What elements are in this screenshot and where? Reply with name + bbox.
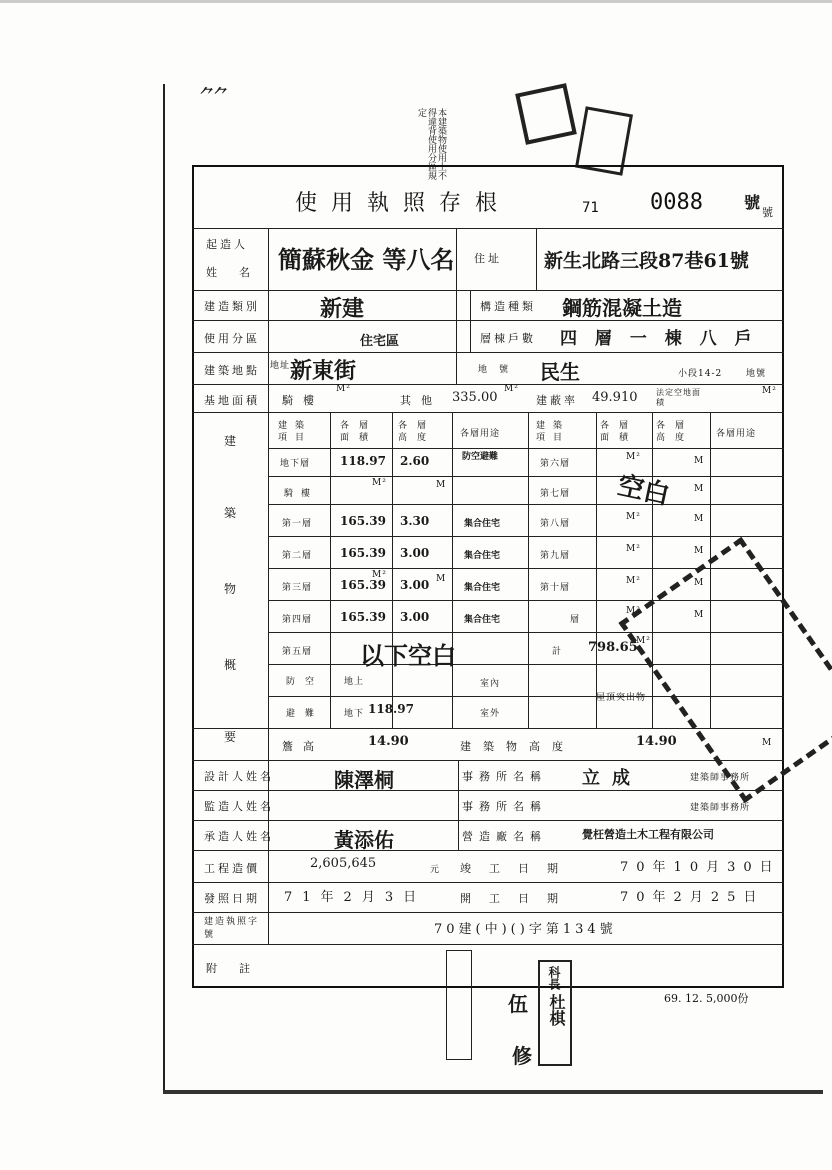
floor-use: 集合住宅: [464, 519, 501, 529]
scan-top-edge: [0, 0, 832, 3]
total-area: 798.65: [588, 640, 638, 655]
designer-office-label: 事務所名稱: [462, 770, 547, 783]
floor-name: 第一層: [282, 519, 313, 529]
shelter-below-area: 118.97: [368, 702, 414, 716]
col-height-left: 各層高度: [398, 421, 437, 443]
col-item-right: 建築項目: [536, 421, 571, 443]
col-area-left: 各層面積: [340, 421, 379, 443]
cost-label: 工程造價: [204, 862, 260, 875]
col-use-right: 各層用途: [716, 429, 757, 439]
unit-m: M: [694, 456, 705, 466]
col-height-right: 各層高度: [656, 421, 695, 443]
floor-name-right: 第九層: [540, 551, 571, 561]
outdoor-label: 室外: [480, 709, 501, 719]
eaves-value: 14.90: [368, 734, 409, 749]
cost-unit: 元: [430, 865, 441, 875]
permit-label: 建造執照字號: [204, 917, 260, 940]
site-subsection: 小段14-2: [678, 369, 723, 379]
coverage: 49.910: [592, 390, 638, 405]
floor-height: 3.30: [400, 514, 430, 528]
floor-area: 165.39: [340, 514, 386, 528]
bldg-height-label: 建築物高度: [460, 740, 575, 753]
building-type: 新建: [320, 296, 365, 322]
corner-mark: ⺈⺈: [200, 87, 228, 103]
unit-m2: M²: [626, 512, 641, 522]
unit-m2: M²: [372, 478, 387, 488]
floor-name-right: 第八層: [540, 519, 571, 529]
floor-name: 第二層: [282, 551, 313, 561]
approval-stamp-left: [446, 950, 472, 1060]
floor-height: 2.60: [400, 454, 430, 468]
unit-m: M: [694, 578, 705, 588]
owner-label-1: 起造人: [206, 238, 248, 251]
unit-m: M: [694, 610, 705, 620]
owner-label-2: 姓名: [206, 266, 272, 279]
number-suffix: 號: [762, 206, 776, 219]
legal-open-label: 法定空地面積: [656, 388, 701, 407]
site-lot-label: 地號: [478, 365, 521, 375]
completion-label: 竣工日期: [460, 862, 576, 875]
shelter-below: 地下: [344, 709, 365, 719]
total-label: 計: [552, 647, 563, 657]
approver-1: 伍: [508, 992, 528, 1016]
corner-note: 號: [744, 193, 761, 212]
unit-m: M: [694, 484, 705, 494]
floor-name-right: 第六層: [540, 459, 571, 469]
floor-height: 3.00: [400, 546, 430, 560]
contractor-co-label: 營造廠名稱: [462, 830, 547, 843]
section-char-2: 築: [224, 506, 240, 520]
site-lot: 民生: [540, 360, 580, 384]
col-area-right: 各層面積: [600, 421, 639, 443]
unit-m2: M²: [626, 606, 641, 616]
unit-m2: M²: [372, 570, 387, 580]
form-title: 使用執照存根: [295, 191, 512, 216]
structure: 鋼筋混凝土造: [562, 296, 682, 320]
page-bottom-edge: [163, 1090, 823, 1094]
bldg-height-unit: M: [762, 738, 773, 748]
page-left-edge: [163, 84, 165, 1094]
footer-print-note: 69. 12. 5,000份: [664, 992, 749, 1005]
address-label: 住址: [474, 252, 502, 265]
floor-name-right: 第七層: [540, 489, 571, 499]
contractor-label: 承造人姓名: [204, 830, 274, 843]
unit-m2: M²: [626, 452, 641, 462]
col-item-left: 建築項目: [278, 421, 313, 443]
number-prefix: 71: [582, 200, 599, 216]
completion: 70年10月30日: [620, 860, 781, 875]
evac-label: 避難: [286, 709, 325, 719]
blank-note: 空白: [614, 470, 673, 512]
floor-name: 第三層: [282, 583, 313, 593]
permit-number: 0088: [650, 190, 703, 215]
unit-m: M: [694, 514, 705, 524]
supervisor-label: 監造人姓名: [204, 800, 274, 813]
issue-label: 發照日期: [204, 892, 260, 905]
legal-open-unit: M²: [762, 386, 777, 396]
floor-name-right: 第十層: [540, 583, 571, 593]
floor-use: 集合住宅: [464, 583, 501, 593]
supervisor-office-suffix: 建築師事務所: [690, 803, 751, 813]
other-label: 其他: [400, 394, 442, 407]
floors-value: 四 層 一 棟 八 戶: [560, 329, 758, 349]
section-char-4: 概: [224, 658, 240, 672]
floors-label: 層棟戶數: [480, 332, 536, 345]
designer-office: 立成: [582, 768, 642, 789]
roof-label: 屋頂突出物: [596, 693, 647, 703]
section-char-1: 建: [224, 434, 240, 448]
site-label: 建築地點: [204, 364, 260, 377]
unit-m2: M²: [626, 576, 641, 586]
floor-name: 騎樓: [284, 489, 319, 499]
owner-name: 簡蘇秋金 等八名: [278, 245, 455, 274]
designer: 陳澤桐: [334, 768, 394, 792]
floor-name: 地下層: [280, 459, 311, 469]
building-type-label: 建造類別: [204, 300, 260, 313]
supervisor-office-label: 事務所名稱: [462, 800, 547, 813]
eaves-label: 簷高: [282, 740, 324, 753]
other-unit: M²: [504, 384, 519, 394]
zone-label: 使用分區: [204, 332, 260, 345]
floor-area: 118.97: [340, 454, 386, 468]
site-address: 新東街: [290, 358, 357, 384]
site-addr-label: 地址: [270, 361, 291, 371]
unit-m2: M²: [626, 544, 641, 554]
approver-2: 修: [512, 1044, 532, 1068]
col-use-left: 各層用途: [460, 429, 501, 439]
top-seal-stamp: [515, 83, 577, 145]
issue: 71年2月3日: [284, 890, 427, 905]
site-lot-suffix: 地號: [746, 369, 767, 379]
designer-label: 設計人姓名: [204, 770, 274, 783]
other-area: 335.00: [452, 390, 498, 405]
contractor-co: 覺枉營造土木工程有限公司: [582, 828, 714, 841]
unit-m: M: [436, 574, 447, 584]
floor-use: 集合住宅: [464, 551, 501, 561]
floor-name-right: 層: [570, 615, 581, 625]
section-char-3: 物: [224, 582, 240, 596]
unit-m: M: [694, 546, 705, 556]
below-blank-note: 以下空白: [360, 641, 456, 670]
permit-value: 70建(中)()字第134號: [434, 922, 617, 937]
floor-area: 165.39: [340, 610, 386, 624]
owner-address: 新生北路三段87巷61號: [544, 250, 749, 272]
bldg-height: 14.90: [636, 734, 677, 749]
start: 70年2月25日: [620, 890, 765, 905]
remarks-label: 附註: [206, 962, 272, 975]
floor-use: 集合住宅: [464, 615, 501, 625]
shelter-above: 地上: [344, 677, 365, 687]
contractor: 黃添佑: [334, 828, 394, 852]
start-label: 開工日期: [460, 892, 576, 905]
chief-name: 杜棋: [547, 994, 566, 1026]
vertical-notice: 本建築物使用上不得違背使用分區規定: [416, 108, 446, 180]
floor-use: 防空避難: [462, 452, 499, 462]
structure-label: 構造種類: [480, 300, 536, 313]
shelter-label: 防空: [286, 677, 325, 687]
floor-name: 第五層: [282, 647, 313, 657]
chief-title: 科長: [547, 966, 561, 990]
section-char-5: 要: [224, 730, 240, 744]
arcade-unit: M²: [336, 384, 351, 394]
unit-m: M: [436, 480, 447, 490]
arcade-label: 騎樓: [282, 394, 324, 407]
total-unit: M²: [636, 636, 651, 646]
indoor-label: 室內: [480, 679, 501, 689]
coverage-label: 建蔽率: [536, 394, 578, 407]
floor-area: 165.39: [340, 546, 386, 560]
floor-height: 3.00: [400, 610, 430, 624]
floor-area: 165.39: [340, 578, 386, 592]
cost: 2,605,645: [310, 856, 377, 871]
zone: 住宅區: [360, 334, 400, 349]
area-label: 基地面積: [204, 394, 260, 407]
floor-name: 第四層: [282, 615, 313, 625]
designer-office-suffix: 建築師事務所: [690, 773, 751, 783]
floor-height: 3.00: [400, 578, 430, 592]
